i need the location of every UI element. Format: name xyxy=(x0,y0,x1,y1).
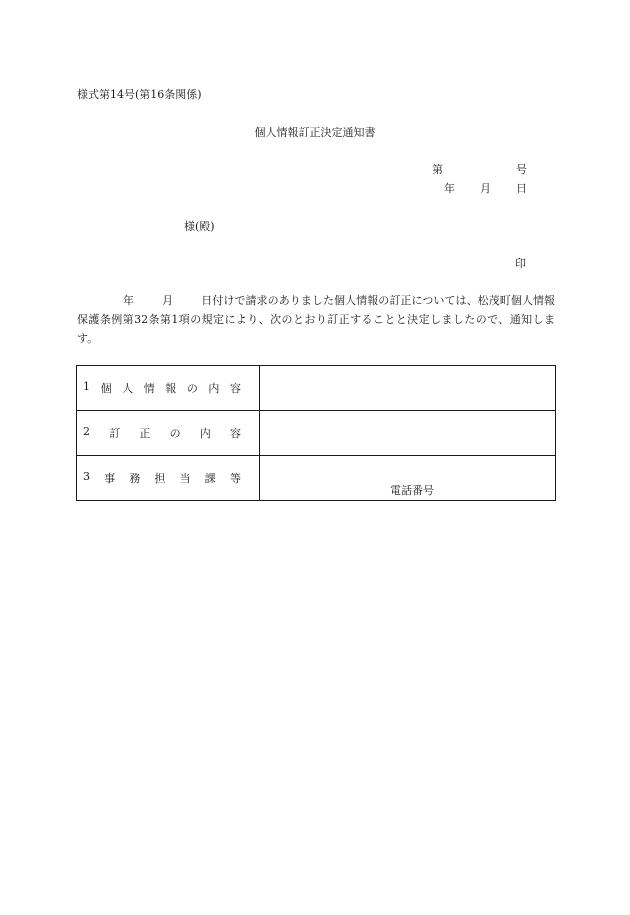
phone-label: 電話番号 xyxy=(390,484,434,497)
table-row xyxy=(77,411,556,456)
body-month: 月 xyxy=(162,294,174,307)
form-number: 様式第14号(第16条関係) xyxy=(77,88,202,101)
body-year: 年 xyxy=(123,294,135,307)
table-row xyxy=(77,456,556,501)
decision-table xyxy=(76,365,556,501)
issue-date xyxy=(444,180,527,196)
row-label: 2 訂 正 の 内 容 xyxy=(77,411,260,456)
issue-date-day: 日 xyxy=(516,182,527,195)
issue-number-prefix: 第 xyxy=(432,163,443,176)
body-text: 日付けで請求のありました個人情報の訂正については、松茂町個人情報保護条例第32条第1項の規定により、次のとおり訂正することと決定しましたので、通知します。 xyxy=(77,294,555,345)
row-value xyxy=(260,456,556,501)
row-value xyxy=(260,411,556,456)
issue-number-suffix: 号 xyxy=(516,163,527,176)
table-row xyxy=(77,366,556,411)
row-label: 1 個 人 情 報 の 内 容 xyxy=(77,366,260,411)
issue-number xyxy=(432,161,527,177)
row-label: 3 事 務 担 当 課 等 xyxy=(77,456,260,501)
notice-body xyxy=(77,291,555,348)
seal-mark: 印 xyxy=(515,257,526,270)
issue-date-year: 年 xyxy=(444,182,455,195)
row-value xyxy=(260,366,556,411)
addressee: 様(殿) xyxy=(184,220,215,233)
issue-date-month: 月 xyxy=(480,182,491,195)
document-title: 個人情報訂正決定通知書 xyxy=(254,126,376,139)
